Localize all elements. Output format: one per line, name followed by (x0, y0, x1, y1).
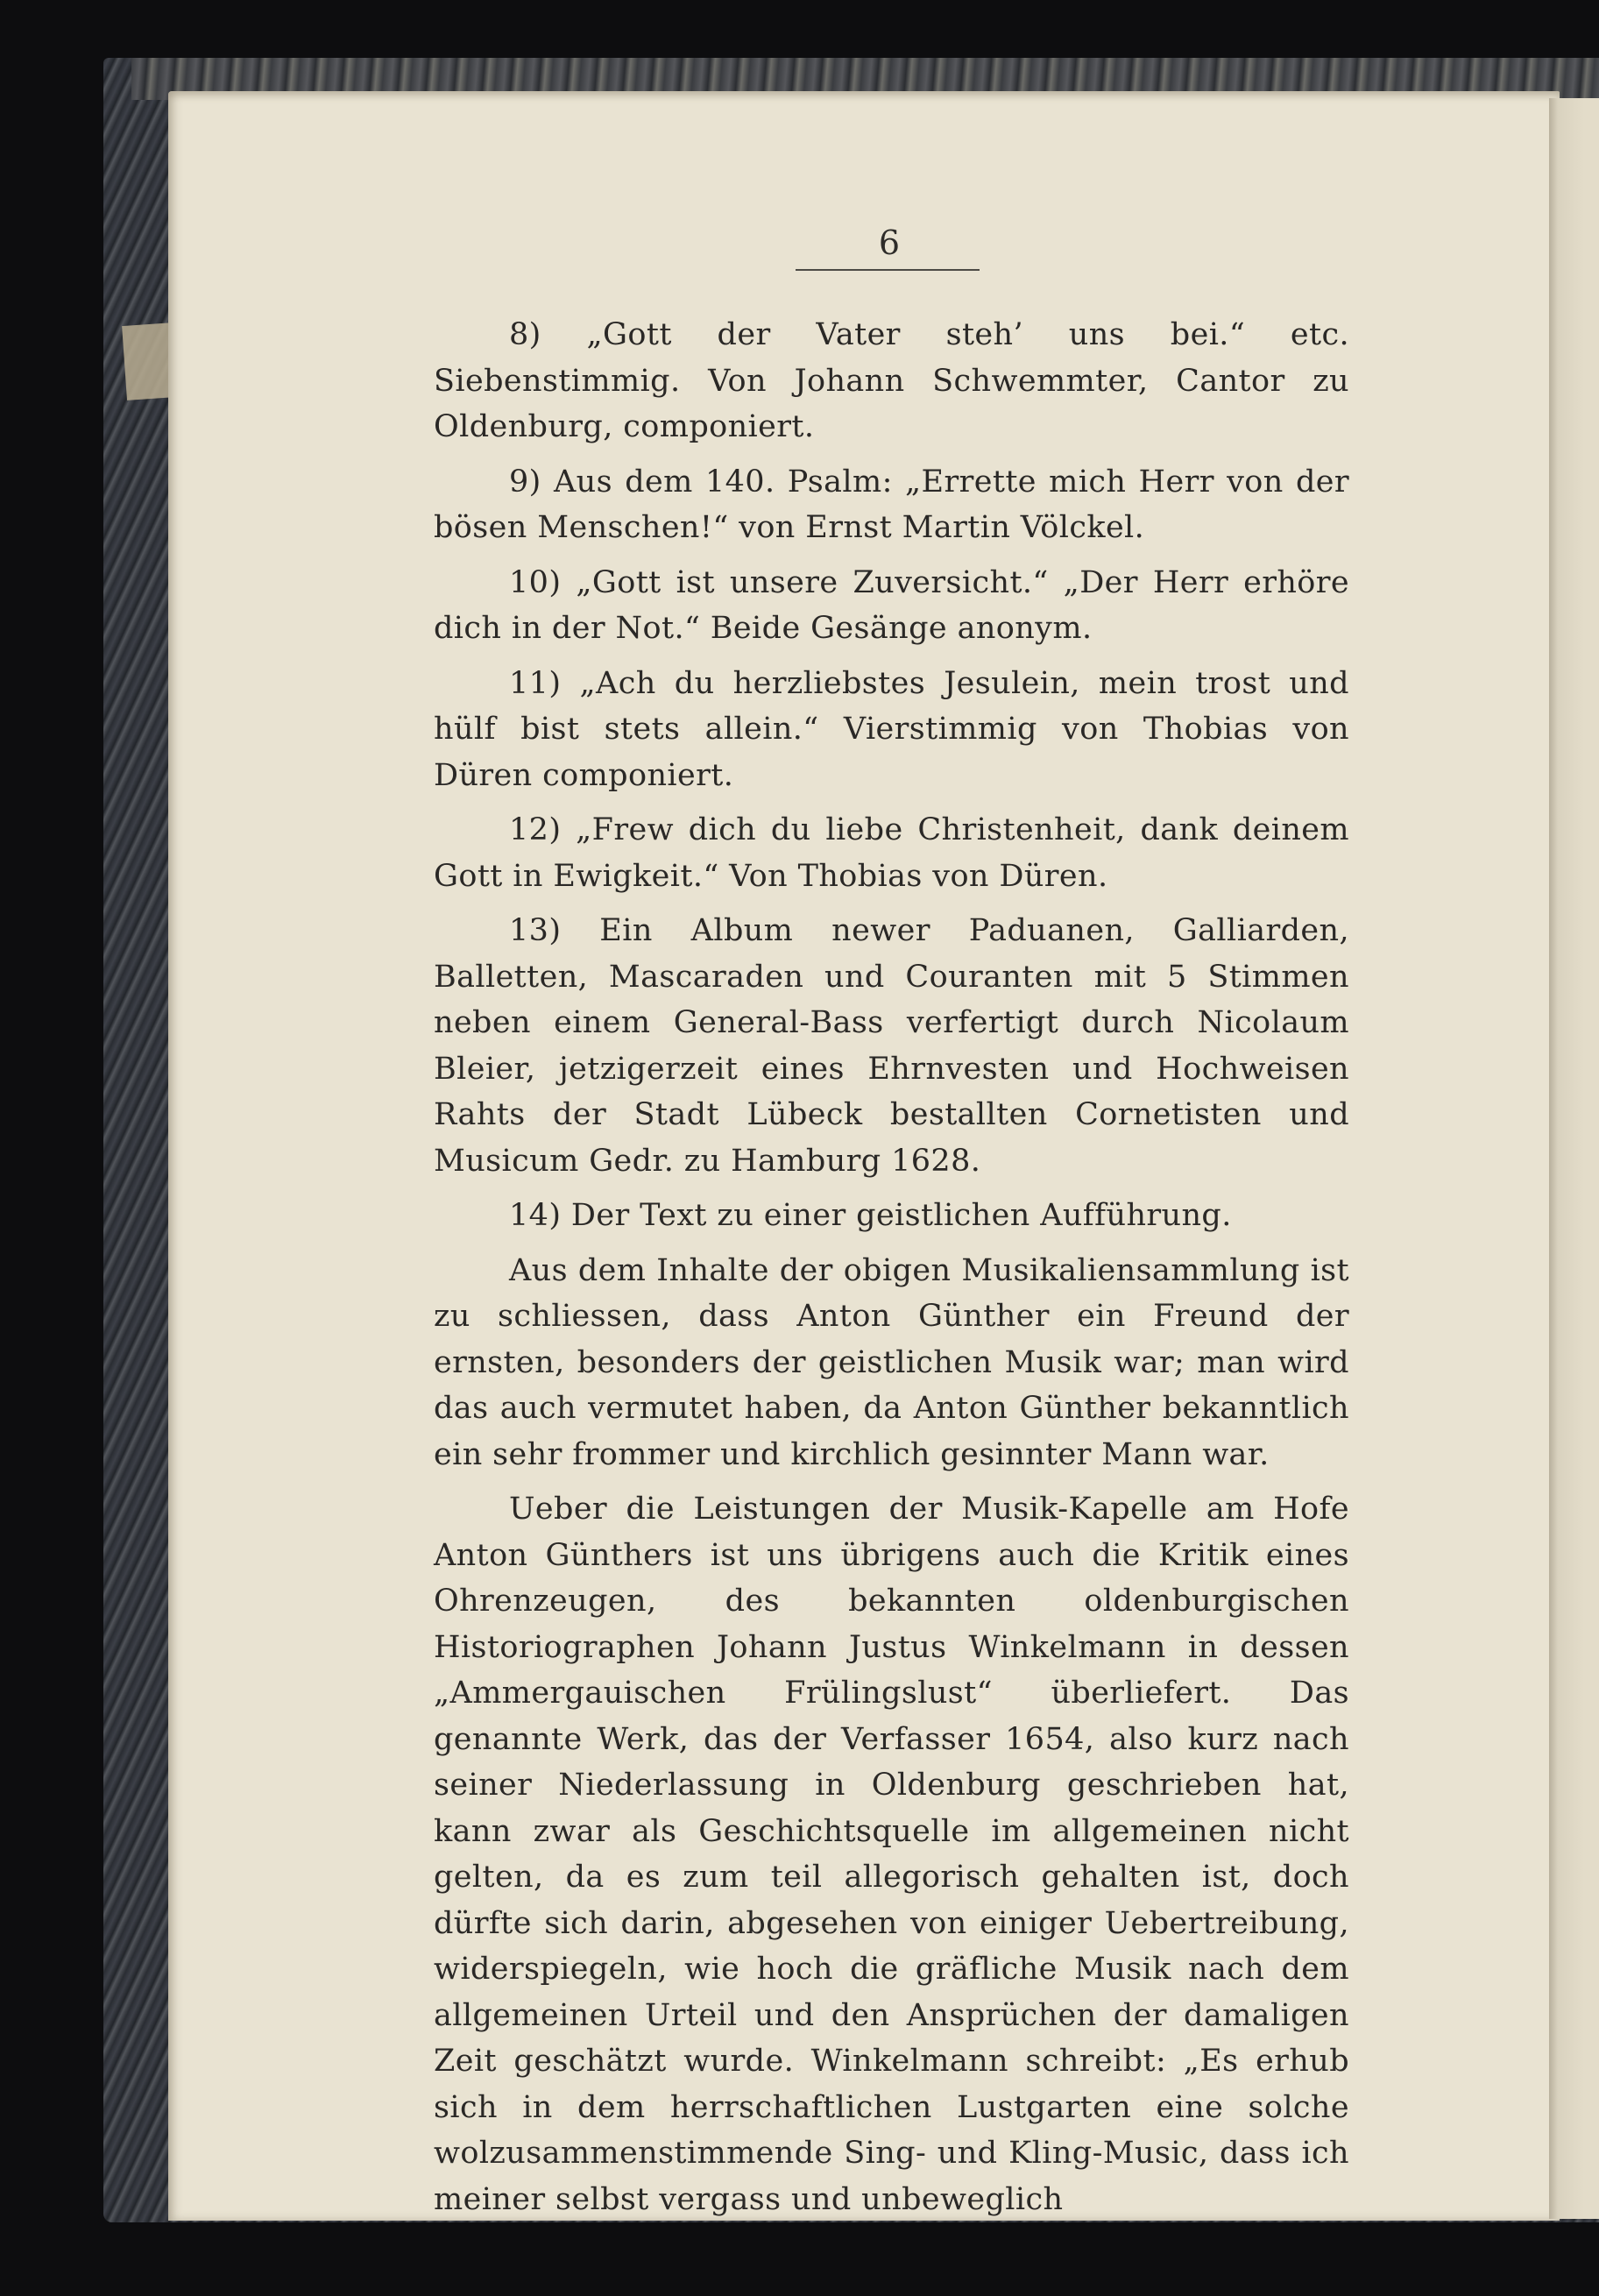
page-number: 6 (878, 223, 901, 262)
list-item-13: 13) Ein Album newer Paduanen, Galliarden, Balletten, Mascaraden und Couranten mit 5 Stimmen neben einem General-Bass verfertigt durch Nicolaum Bleier, jetzigerzeit eines Ehrnvesten und Hochweisen Rahts der Stadt Lübeck bestallten Cornetisten und Musicum Gedr. zu Hamburg 1628. (434, 913, 1349, 1179)
page-text (434, 312, 1349, 2231)
list-item-10: 10) „Gott ist unsere Zuversicht.“ „Der Herr erhöre dich in der Not.“ Beide Gesänge anonym. (434, 564, 1349, 646)
body-paragraph: Ueber die Leistungen der Musik-Kapelle am Hofe Anton Günthers ist uns übrigens auch die Kritik eines Ohrenzeugen, des bekannten oldenburgischen Historiographen Johann Justus Winkelmann in dessen „Ammergauischen Frülingslust“ überliefert. Das genannte Werk, das der Verfasser 1654, also kurz nach seiner Niederlassung in Oldenburg geschrieben hat, kann zwar als Geschichtsquelle im allgemeinen nicht gelten, da es zum teil allegorisch gehalten ist, doch dürfte sich darin, abgesehen von einiger Uebertreibung, widerspiegeln, wie hoch die gräfliche Musik nach dem allgemeinen Urteil und den Ansprüchen der damaligen Zeit geschätzt wurde. Winkelmann schreibt: „Es erhub sich in dem herrschaftlichen Lustgarten eine solche wolzusammenstimmende Sing- und Kling-Music, dass ich meiner selbst vergass und unbeweglich (434, 1492, 1349, 2217)
list-item-8: 8) „Gott der Vater steh’ uns bei.“ etc. Siebenstimmig. Von Johann Schwemmter, Cantor zu Oldenburg, componiert. (434, 317, 1349, 444)
list-item-11: 11) „Ach du herzliebstes Jesulein, mein trost und hülf bist stets allein.“ Vierstimmig von Thobias von Düren componiert. (434, 665, 1349, 793)
list-item-12: 12) „Frew dich du liebe Christenheit, dank deinem Gott in Ewigkeit.“ Von Thobias von Düren. (434, 812, 1349, 894)
list-item-9: 9) Aus dem 140. Psalm: „Errette mich Herr von der bösen Menschen!“ von Ernst Martin Völckel. (434, 464, 1349, 545)
body-paragraph: Aus dem Inhalte der obigen Musikaliensammlung ist zu schliessen, dass Anton Günther ein Freund der ernsten, besonders der geistlichen Musik war; man wird das auch vermutet haben, da Anton Günther bekanntlich ein sehr frommer und kirchlich gesinnter Mann war. (434, 1252, 1349, 1472)
page-number-rule (796, 269, 980, 271)
list-item-14: 14) Der Text zu einer geistlichen Aufführung. (509, 1198, 1232, 1233)
next-page-edge (1549, 98, 1599, 2219)
